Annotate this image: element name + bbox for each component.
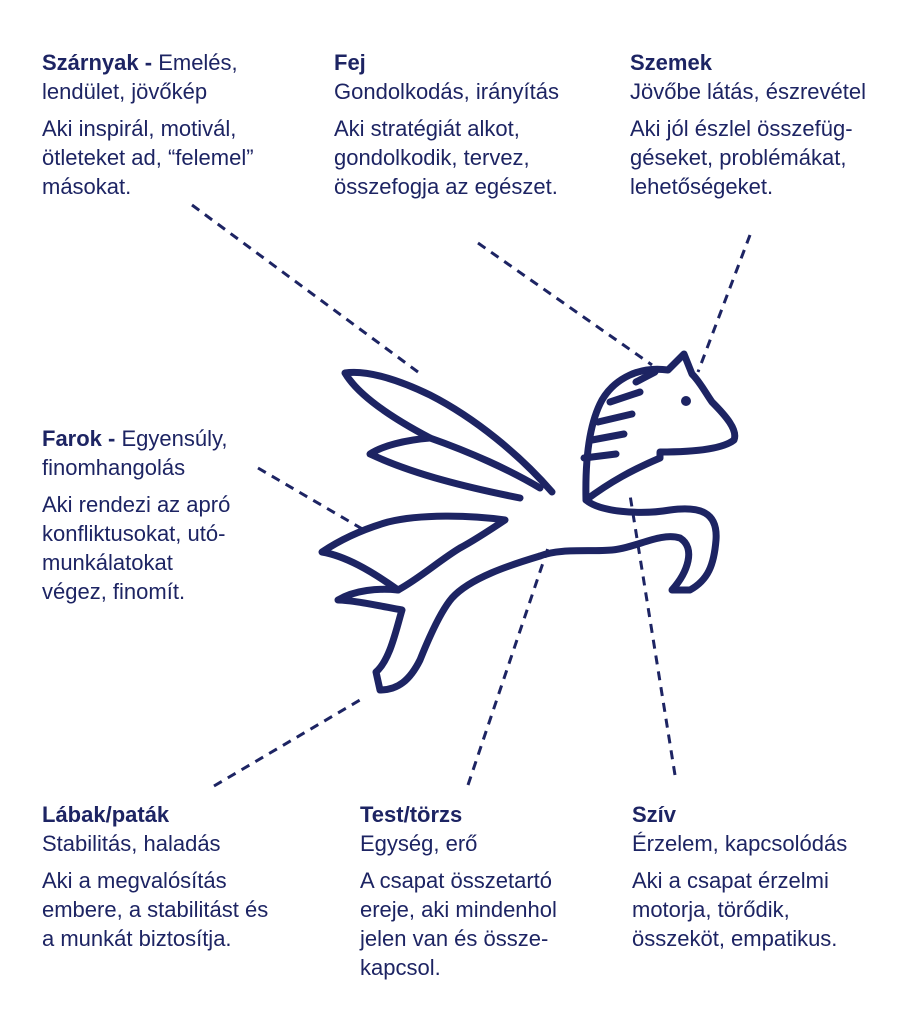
part-subtitle: Gondolkodás, irányítás: [334, 79, 560, 104]
leader-line-test: [468, 548, 548, 785]
part-title: Fej: [334, 50, 366, 75]
part-title: Szárnyak -: [42, 50, 153, 75]
part-description: Aki stratégiát alkot, gondolkodik, tervez, összefogja az egészet.: [334, 116, 558, 199]
part-fej: [334, 48, 614, 201]
part-subtitle-line2: finomhangolás: [42, 455, 186, 480]
leader-line-szarnyak: [192, 205, 418, 372]
body-front-leg: [540, 500, 716, 590]
leader-line-szemek: [698, 235, 750, 372]
part-title: Szív: [632, 802, 677, 827]
part-szarnyak: [42, 48, 322, 201]
part-szemek: [630, 48, 915, 201]
part-farok: [42, 424, 302, 606]
part-subtitle-line2: lendület, jövőkép: [42, 79, 208, 104]
part-title: Lábak/paták: [42, 802, 170, 827]
pegasus-icon: [322, 354, 735, 690]
leader-line-labak: [214, 700, 360, 786]
leader-line-fej: [478, 243, 652, 365]
part-title: Farok -: [42, 426, 116, 451]
part-description: Aki inspirál, motivál, ötleteket ad, “felemel” másokat.: [42, 116, 254, 199]
part-subtitle: Stabilitás, haladás: [42, 831, 221, 856]
part-labak: [42, 800, 332, 953]
part-description: Aki a csapat érzelmi motorja, törődik, összeköt, empatikus.: [632, 868, 838, 951]
head-neck: [586, 354, 735, 500]
part-description: A csapat összetartó ereje, aki mindenhol jelen van és össze- kapcsol.: [360, 868, 557, 980]
part-subtitle: Jövőbe látás, észrevétel: [630, 79, 867, 104]
part-subtitle: Egyensúly,: [121, 426, 228, 451]
part-subtitle: Érzelem, kapcsolódás: [632, 831, 848, 856]
part-test: [360, 800, 620, 982]
part-description: Aki rendezi az apró konfliktusokat, utó- munkálatokat végez, finomít.: [42, 492, 231, 604]
part-subtitle: Emelés,: [158, 50, 238, 75]
part-subtitle: Egység, erő: [360, 831, 478, 856]
hind-leg: [338, 556, 540, 690]
part-description: Aki a megvalósítás embere, a stabilitást és a munkát biztosítja.: [42, 868, 269, 951]
part-title: Test/törzs: [360, 802, 463, 827]
part-sziv: [632, 800, 917, 953]
eye: [681, 396, 691, 406]
part-description: Aki jól észlel összefüg- géseket, problémákat, lehetőségeket.: [630, 116, 853, 199]
part-title: Szemek: [630, 50, 712, 75]
